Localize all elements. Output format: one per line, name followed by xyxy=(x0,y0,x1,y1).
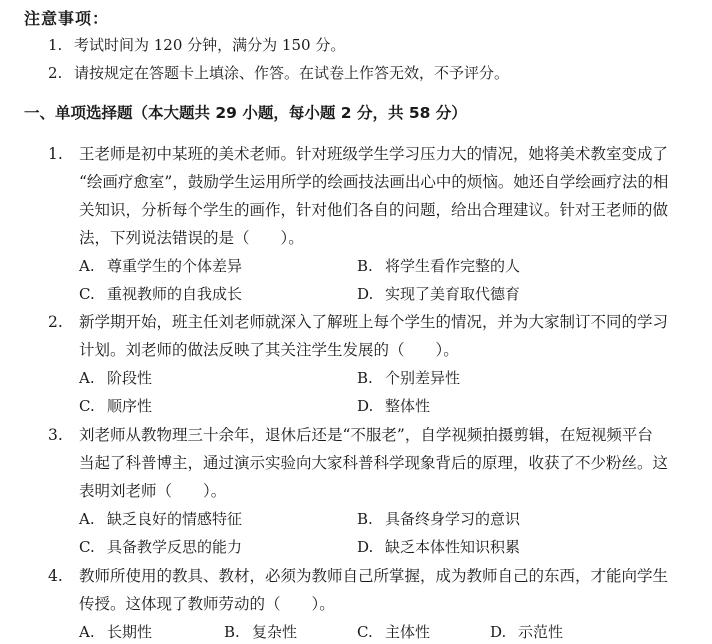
option-b[interactable] xyxy=(224,618,297,644)
option-text: 缺乏本体性知识积累 xyxy=(385,538,521,556)
option-c[interactable] xyxy=(79,533,242,561)
question-4 xyxy=(48,562,688,644)
option-letter: B. xyxy=(224,623,240,641)
notice-item xyxy=(48,63,509,83)
option-row xyxy=(48,364,688,392)
question-line xyxy=(48,308,688,336)
option-row xyxy=(48,252,688,280)
option-row xyxy=(48,505,688,533)
question-text: 王老师是初中某班的美术老师。针对班级学生学习压力大的情况，她将美术教室变成了 xyxy=(79,145,669,163)
option-row xyxy=(48,280,688,308)
option-text: 缺乏良好的情感特征 xyxy=(107,510,243,528)
option-d[interactable] xyxy=(357,533,520,561)
option-letter: A. xyxy=(79,623,95,641)
question-line: 计划。刘老师的做法反映了其关注学生发展的（ ）。 xyxy=(79,341,459,359)
question-line: “绘画疗愈室”，鼓励学生运用所学的绘画技法画出心中的烦恼。她还自学绘画疗法的相 xyxy=(79,173,669,191)
option-letter: C. xyxy=(357,623,373,641)
notice-heading: 注意事项： xyxy=(24,9,110,28)
option-letter: B. xyxy=(357,369,373,387)
question-line xyxy=(48,140,688,168)
option-text: 尊重学生的个体差异 xyxy=(107,257,243,275)
option-d[interactable] xyxy=(357,280,520,308)
question-line: 法，下列说法错误的是（ ）。 xyxy=(79,229,304,247)
option-letter: D. xyxy=(357,397,374,415)
option-text: 个别差异性 xyxy=(385,369,461,387)
option-letter: A. xyxy=(79,510,95,528)
option-text: 复杂性 xyxy=(252,623,298,641)
question-text: 新学期开始，班主任刘老师就深入了解班上每个学生的情况，并为大家制订不同的学习 xyxy=(79,313,669,331)
question-number: 3. xyxy=(48,426,63,444)
question-number: 2. xyxy=(48,313,63,331)
question-line: 当起了科普博主，通过演示实验向大家科普科学现象背后的原理，收获了不少粉丝。这 xyxy=(79,454,669,472)
option-d[interactable] xyxy=(357,392,430,420)
option-letter: B. xyxy=(357,510,373,528)
option-a[interactable] xyxy=(79,252,242,280)
question-line xyxy=(48,562,688,590)
question-1 xyxy=(48,140,688,308)
option-letter: D. xyxy=(357,285,374,303)
option-letter: D. xyxy=(490,623,507,641)
option-row xyxy=(48,533,688,561)
question-number: 1. xyxy=(48,145,63,163)
option-text: 具备终身学习的意识 xyxy=(385,510,521,528)
option-c[interactable] xyxy=(357,618,430,644)
option-row xyxy=(48,618,688,644)
option-text: 阶段性 xyxy=(107,369,153,387)
option-text: 长期性 xyxy=(107,623,153,641)
option-letter: D. xyxy=(357,538,374,556)
section-heading: 一、单项选择题（本大题共 29 小题，每小题 2 分，共 58 分） xyxy=(24,104,467,122)
option-letter: C. xyxy=(79,285,95,303)
question-line: 表明刘老师（ ）。 xyxy=(79,482,227,500)
notice-item xyxy=(48,35,345,55)
notice-item-number: 1. xyxy=(48,36,63,54)
question-number: 4. xyxy=(48,567,63,585)
option-row xyxy=(48,392,688,420)
option-text: 顺序性 xyxy=(107,397,153,415)
option-d[interactable] xyxy=(490,618,563,644)
question-2 xyxy=(48,308,688,420)
question-text: 刘老师从教物理三十余年，退休后还是“不服老”，自学视频拍摄剪辑，在短视频平台 xyxy=(79,426,653,444)
option-text: 实现了美育取代德育 xyxy=(385,285,521,303)
option-b[interactable] xyxy=(357,252,520,280)
notice-item-number: 2. xyxy=(48,64,63,82)
option-letter: B. xyxy=(357,257,373,275)
option-text: 整体性 xyxy=(385,397,431,415)
option-letter: C. xyxy=(79,538,95,556)
question-line xyxy=(48,421,688,449)
option-a[interactable] xyxy=(79,618,152,644)
option-c[interactable] xyxy=(79,280,242,308)
option-text: 具备教学反思的能力 xyxy=(107,538,243,556)
notice-item-text: 请按规定在答题卡上填涂、作答。在试卷上作答无效，不予评分。 xyxy=(74,64,510,82)
option-b[interactable] xyxy=(357,505,520,533)
option-c[interactable] xyxy=(79,392,152,420)
option-a[interactable] xyxy=(79,505,242,533)
option-letter: C. xyxy=(79,397,95,415)
question-line: 传授。这体现了教师劳动的（ ）。 xyxy=(79,595,335,613)
option-text: 主体性 xyxy=(385,623,431,641)
option-letter: A. xyxy=(79,257,95,275)
question-3 xyxy=(48,421,688,561)
question-line: 关知识，分析每个学生的画作，针对他们各自的问题，给出合理建议。针对王老师的做 xyxy=(79,201,669,219)
option-text: 重视教师的自我成长 xyxy=(107,285,243,303)
option-text: 将学生看作完整的人 xyxy=(385,257,521,275)
option-text: 示范性 xyxy=(518,623,564,641)
option-letter: A. xyxy=(79,369,95,387)
notice-item-text: 考试时间为 120 分钟，满分为 150 分。 xyxy=(74,36,346,54)
option-b[interactable] xyxy=(357,364,460,392)
question-text: 教师所使用的教具、教材，必须为教师自己所掌握，成为教师自己的东西，才能向学生 xyxy=(79,567,669,585)
option-a[interactable] xyxy=(79,364,152,392)
